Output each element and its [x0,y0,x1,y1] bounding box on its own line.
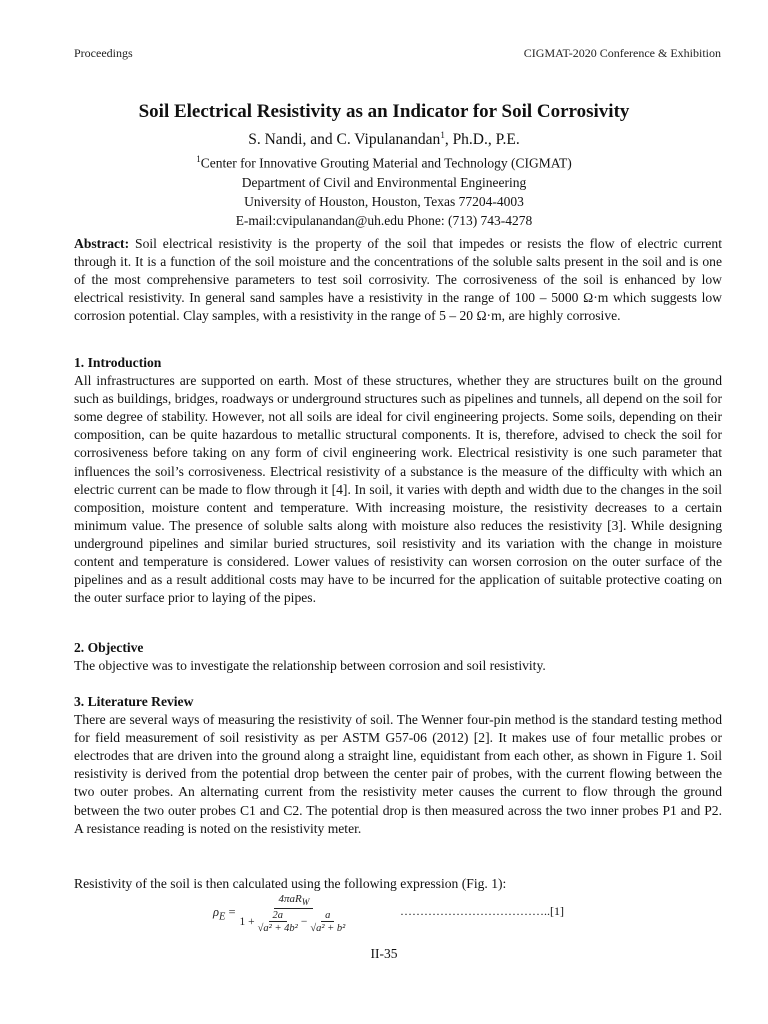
section-paragraph: All infrastructures are supported on earth. Most of these structures, whether they are structures built on the ground such as buildings, bridges, roadways or underground structures such as pipelines and tunnels, all depend on the soil for some degree of stability. However, not all soils are ideal for civil engineering projects. Some soils, depending on their composition, can be quite hazardous to metallic structural components. It is, therefore, advised to check the soil for corrosiveness before taking on any form of civil engineering work. Electrical resistivity is one such parameter that influences the soil’s corrosiveness. Electrical resistivity of a substance is the measure of the difficulty with which an electric current can be made to flow through it [4]. In soil, it varies with depth and width due to the changes in the soil composition, moisture content and temperature. With increasing moisture, the resistivity decreases to a certain minimum value. The presence of soluble salts along with moisture also reduces the resistivity [3]. While designing underground pipelines and similar buried structures, soil resistivity and its variation with the change in moisture content and temperature is considered. Lower values of resistivity can worsen corrosion on the outer surface of the pipelines and as a result additional costs may have to be incurred for the application of suitable protective coating on the outer surface prior to laying of the pipes. [74,373,722,606]
running-header-right: CIGMAT-2020 Conference & Exhibition [523,46,721,60]
affiliation-sup: 1 [196,154,201,165]
authors [60,125,708,150]
abstract-label: Abstract: [74,236,130,251]
affiliation-line-1: $^1$Center for Innovative Grouting Material and Technology (CIGMAT) [196,154,572,171]
section-heading: 1. Introduction [74,355,162,370]
section-objective [74,639,722,675]
running-header-left: Proceedings [74,46,133,60]
affiliation-line-2: Department of Civil and Environmental Engineering [241,174,527,190]
equation-numerator: 4πaR$_W$ [274,893,313,909]
section-paragraph: The objective was to investigate the relationship between corrosion and soil resistivity. [74,658,546,674]
contact-line: E-mail:cvipulanandan@uh.edu Phone: (713) 743-4278 [235,212,533,228]
abstract-text: Soil electrical resistivity is the property of the soil that impedes or resists the flow of electric current through it. It is a function of the soil moisture and the concentrations of the soluble salts present in the soil and is one of the most comprehensive parameters to test soil corrosivity. The corrosiveness of the soil is enhanced by low electrical resistivity. In general sand samples have a resistivity in the range of 100 – 5000 Ω·m which suggests low corrosion potential. Clay samples, with a resistivity in the range of 5 – 20 Ω·m, are highly corrosive. [74,236,722,324]
affiliation-line-3: University of Houston, Houston, Texas 77204-4003 [244,193,524,209]
equation-lhs: $\rho_E$ = [213,904,236,923]
author-suffix: , Ph.D., P.E. [444,131,520,149]
section-introduction [74,354,722,607]
author-names: S. Nandi, and C. Vipulanandan [248,131,441,149]
equation-subfraction-1: $\frac{2a}{\text{√a² + 4b²}}$ [257,910,298,935]
abstract [74,235,722,325]
equation-subfraction-2: $\frac{a}{\text{√a² + b²}}$ [310,910,346,935]
equation-number: ………………………………..[1] [400,904,564,918]
section-literature-review [74,693,722,838]
author-sup: 1 [440,130,445,140]
equation-fraction [240,893,349,934]
section-heading: 3. Literature Review [74,694,194,709]
page-number: II-35 [370,946,398,961]
paper-title: Soil Electrical Resistivity as an Indicator for Soil Corrosivity [138,101,630,122]
equation-denominator: 1 + $\frac{2a}{\text{√a² + 4b²}}$ − $\frac{a}{\text{√a² + b²}}$ [239,910,346,935]
section-heading: 2. Objective [74,640,144,655]
expression-intro: Resistivity of the soil is then calculated using the following expression (Fig. 1): [74,876,507,891]
section-paragraph: There are several ways of measuring the resistivity of soil. The Wenner four-pin method is the standard testing method for field measurement of soil resistivity as per ASTM G57-06 (2012) [2]. It makes use of four metallic probes or electrodes that are driven into the ground along a straight line, equidistant from each other, as shown in Figure 1. Soil resistivity is derived from the potential drop between the center pair of probes, with the current flowing between the two outer probes. An alternating current from the resistivity meter causes the current to flow through the ground between the two outer probes C1 and C2. The potential drop is then measured across the two inner probes P1 and P2. A resistance reading is noted on the resistivity meter. [74,712,722,836]
title-block [60,101,708,230]
resistivity-equation [213,893,348,934]
